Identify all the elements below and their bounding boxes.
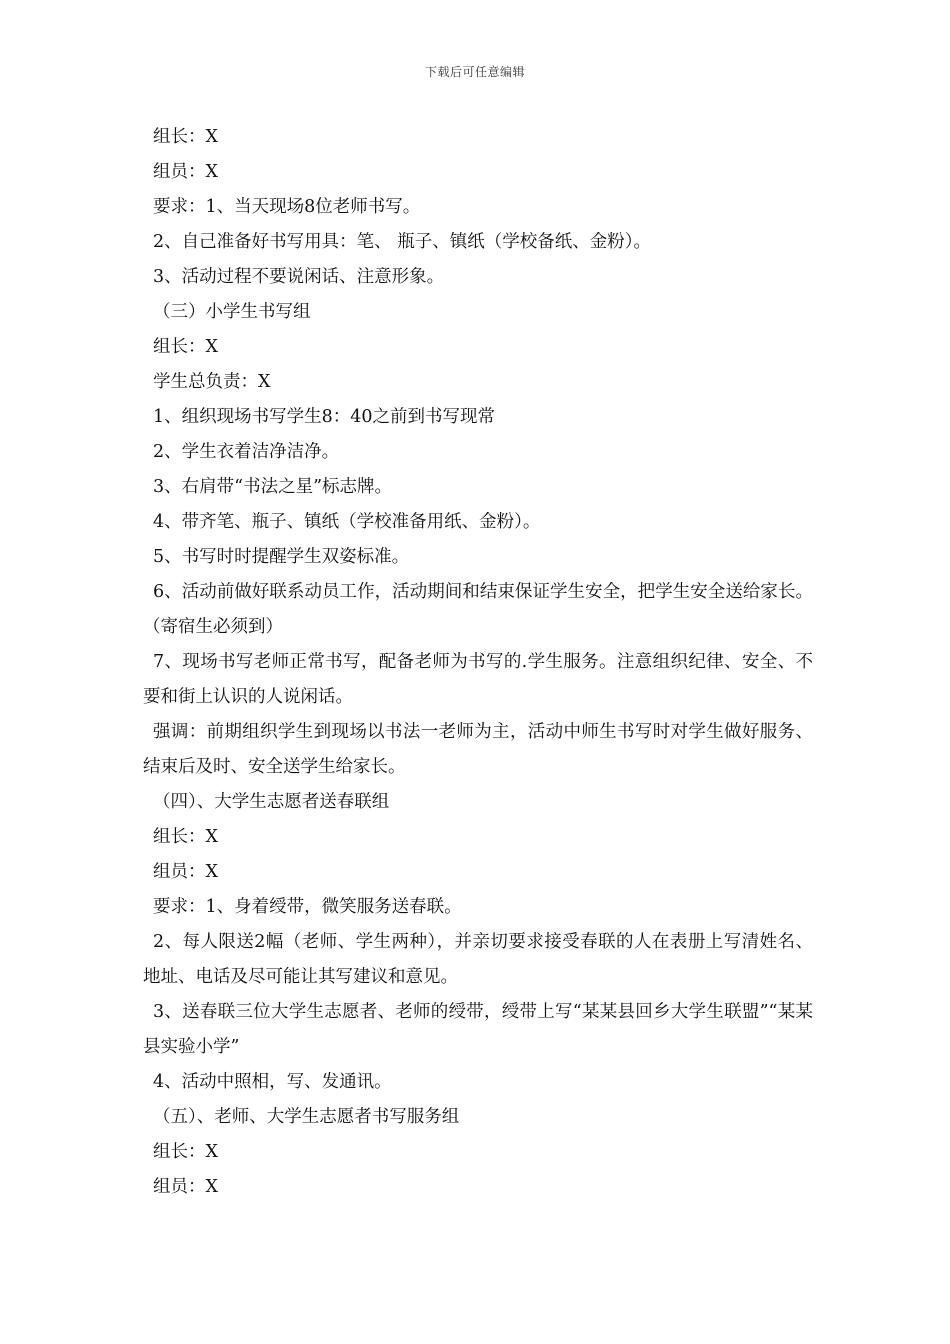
document-body [143,120,813,1205]
paragraph-11: 3、右肩带“书法之星”标志牌。 [153,477,393,497]
page-header-note: 下载后可任意编辑 [424,65,525,79]
paragraph-15: 7、现场书写老师正常书写，配备老师为书写的.学生服务。注意组织纪律、安全、不要和街上认识的人说闲话。 [143,652,813,707]
paragraph-18: 组长：X [153,827,218,847]
paragraph-12: 4、带齐笔、瓶子、镇纸（学校准备用纸、金粉）。 [153,512,541,532]
paragraph-23: 4、活动中照相，写、发通讯。 [153,1072,392,1092]
section-heading-3: （三）小学生书写组 [153,302,311,322]
paragraph-26: 组员：X [153,1177,218,1197]
paragraph-22: 3、送春联三位大学生志愿者、老师的绶带，绶带上写“某某县回乡大学生联盟”“某某县实验小学” [143,1002,813,1057]
paragraph-9: 1、组织现场书写学生8：40之前到书写现常 [153,407,496,427]
paragraph-16: 强调：前期组织学生到现场以书法一老师为主，活动中师生书写时对学生做好服务、结束后及时、安全送学生给家长。 [143,722,813,777]
paragraph-5: 3、活动过程不要说闲话、注意形象。 [153,267,445,287]
paragraph-2: 组员：X [153,162,218,182]
paragraph-20: 要求：1、身着绶带，微笑服务送春联。 [153,897,462,917]
paragraph-8: 学生总负责：X [153,372,271,392]
section-heading-5: （五）、老师、大学生志愿者书写服务组 [153,1107,460,1127]
paragraph-7: 组长：X [153,337,218,357]
paragraph-19: 组员：X [153,862,218,882]
paragraph-3: 要求：1、当天现场8位老师书写。 [153,197,421,217]
paragraph-10: 2、学生衣着洁净洁净。 [153,442,340,462]
paragraph-25: 组长：X [153,1142,218,1162]
paragraph-1: 组长：X [153,127,218,147]
paragraph-13: 5、书写时时提醒学生双姿标准。 [153,547,410,567]
paragraph-4: 2、自己准备好书写用具：笔、 瓶子、镇纸（学校备纸、金粉）。 [153,232,651,252]
paragraph-21: 2、每人限送2幅（老师、学生两种），并亲切要求接受春联的人在表册上写清姓名、地址、电话及尽可能让其写建议和意见。 [143,932,813,987]
paragraph-14: 6、活动前做好联系动员工作，活动期间和结束保证学生安全，把学生安全送给家长。（寄宿生必须到） [143,582,813,637]
section-heading-4: （四）、大学生志愿者送春联组 [153,792,390,812]
